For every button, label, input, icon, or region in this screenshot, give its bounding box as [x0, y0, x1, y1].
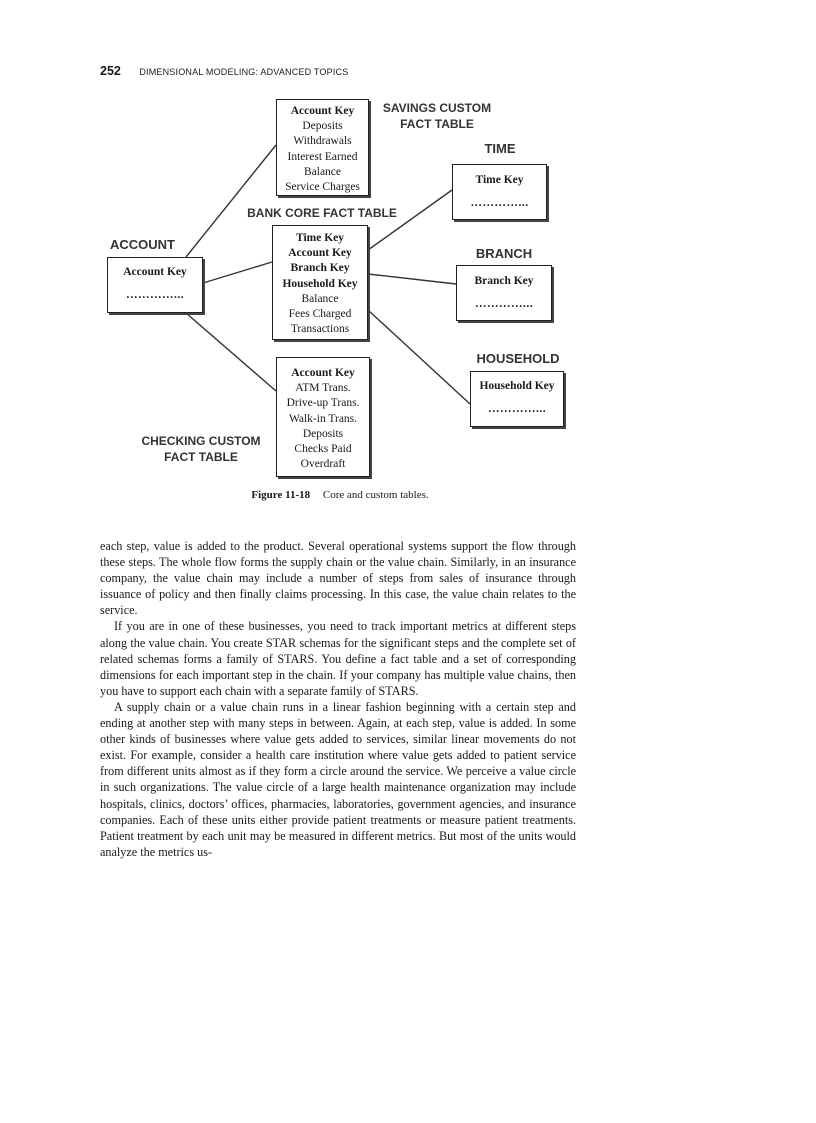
time-title: TIME — [484, 141, 516, 156]
savings-fact-table — [276, 99, 369, 196]
time-key: Time Key — [475, 174, 524, 186]
checking-title-line1: CHECKING CUSTOM — [141, 434, 261, 448]
paragraph: each step, value is added to the product. Several operational systems support the flow through these steps. The whole flow forms the supply chain or the value chain. Similarly, in an insurance company, the value chain may include a number of steps from sales of insurance through issuance of policy and then finally claims processing. In this case, the value chain relates to the service. — [100, 539, 576, 618]
core-fact-table — [272, 225, 368, 340]
time-dots: …………... — [470, 197, 529, 210]
checking-title-line2: FACT TABLE — [164, 450, 238, 464]
line-account-core — [203, 262, 272, 283]
household-key: Household Key — [479, 380, 555, 392]
running-title: DIMENSIONAL MODELING: ADVANCED TOPICS — [139, 67, 349, 77]
core-title: BANK CORE FACT TABLE — [247, 206, 397, 220]
checking-field: Deposits — [302, 427, 344, 440]
account-dots: …………... — [125, 289, 185, 302]
checking-field: ATM Trans. — [295, 382, 351, 395]
body-text — [100, 538, 576, 860]
line-account-checking — [186, 313, 276, 391]
figure-caption — [0, 489, 680, 501]
checking-field: Account Key — [291, 367, 355, 379]
household-dimension — [470, 371, 564, 427]
savings-field: Balance — [303, 165, 342, 178]
account-dimension — [107, 257, 203, 313]
branch-dots: …………... — [474, 298, 534, 311]
savings-field: Withdrawals — [293, 135, 352, 148]
core-field: Transactions — [290, 323, 350, 336]
branch-dimension — [456, 265, 552, 321]
core-field: Account Key — [288, 247, 352, 260]
savings-title-line2: FACT TABLE — [400, 117, 474, 131]
line-core-branch — [368, 274, 456, 284]
savings-title-line1: SAVINGS CUSTOM — [382, 101, 492, 115]
figure-label: Figure 11-18 — [251, 489, 311, 501]
line-core-household — [368, 310, 470, 404]
time-dimension — [452, 164, 547, 220]
line-account-savings — [186, 145, 276, 257]
savings-title — [378, 100, 496, 132]
account-title: ACCOUNT — [110, 237, 175, 252]
core-field: Fees Charged — [288, 308, 352, 321]
savings-field: Deposits — [302, 120, 343, 133]
household-title: HOUSEHOLD — [476, 351, 560, 366]
household-dots: …………... — [487, 403, 547, 416]
checking-field: Drive-up Trans. — [286, 397, 360, 410]
core-field: Branch Key — [290, 262, 350, 275]
savings-field: Account Key — [290, 105, 355, 117]
checking-field: Overdraft — [300, 458, 346, 471]
checking-field: Checks Paid — [294, 443, 352, 456]
checking-title — [136, 433, 266, 465]
page-number: 252 — [100, 64, 121, 78]
account-key: Account Key — [123, 266, 187, 278]
branch-title: BRANCH — [475, 246, 533, 261]
paragraph: A supply chain or a value chain runs in a linear fashion beginning with a certain step and ending at another step with many steps in between. Again, at each step, value is added. In some other kinds of businesses where value gets added to services, similar linear movements do not exist. For example, consider a health care institution where value gets added to patient service from different units almost as if they form a circle around the service. We perceive a value circle in such organizations. The value circle of a large health maintenance organization may include hospitals, clinics, doctors’ offices, pharmacies, laboratories, government agencies, and insurance companies. Each of these units either provide patient treatments or measure patient treatments. Patient treatment by each unit may be measured in different metrics. But most of the units would analyze the metrics us- — [100, 699, 576, 859]
checking-fact-table — [276, 357, 370, 477]
core-field: Balance — [301, 292, 339, 305]
savings-field: Service Charges — [285, 181, 360, 194]
figure-caption-text: Core and custom tables. — [322, 489, 429, 501]
savings-field: Interest Earned — [287, 150, 358, 163]
core-field: Time Key — [295, 232, 345, 244]
schema-diagram — [0, 0, 816, 500]
checking-field: Walk-in Trans. — [288, 412, 358, 425]
branch-key: Branch Key — [474, 275, 534, 287]
core-field: Household Key — [282, 277, 358, 290]
paragraph: If you are in one of these businesses, you need to track important metrics at different steps along the value chain. You create STAR schemas for the significant steps and the complete set of related schemas forms a family of STARS. You define a fact table and a set of corresponding dimensions for each important step in the chain. If your company has multiple value chains, then you have to support each chain with a separate family of STARS. — [100, 619, 576, 698]
